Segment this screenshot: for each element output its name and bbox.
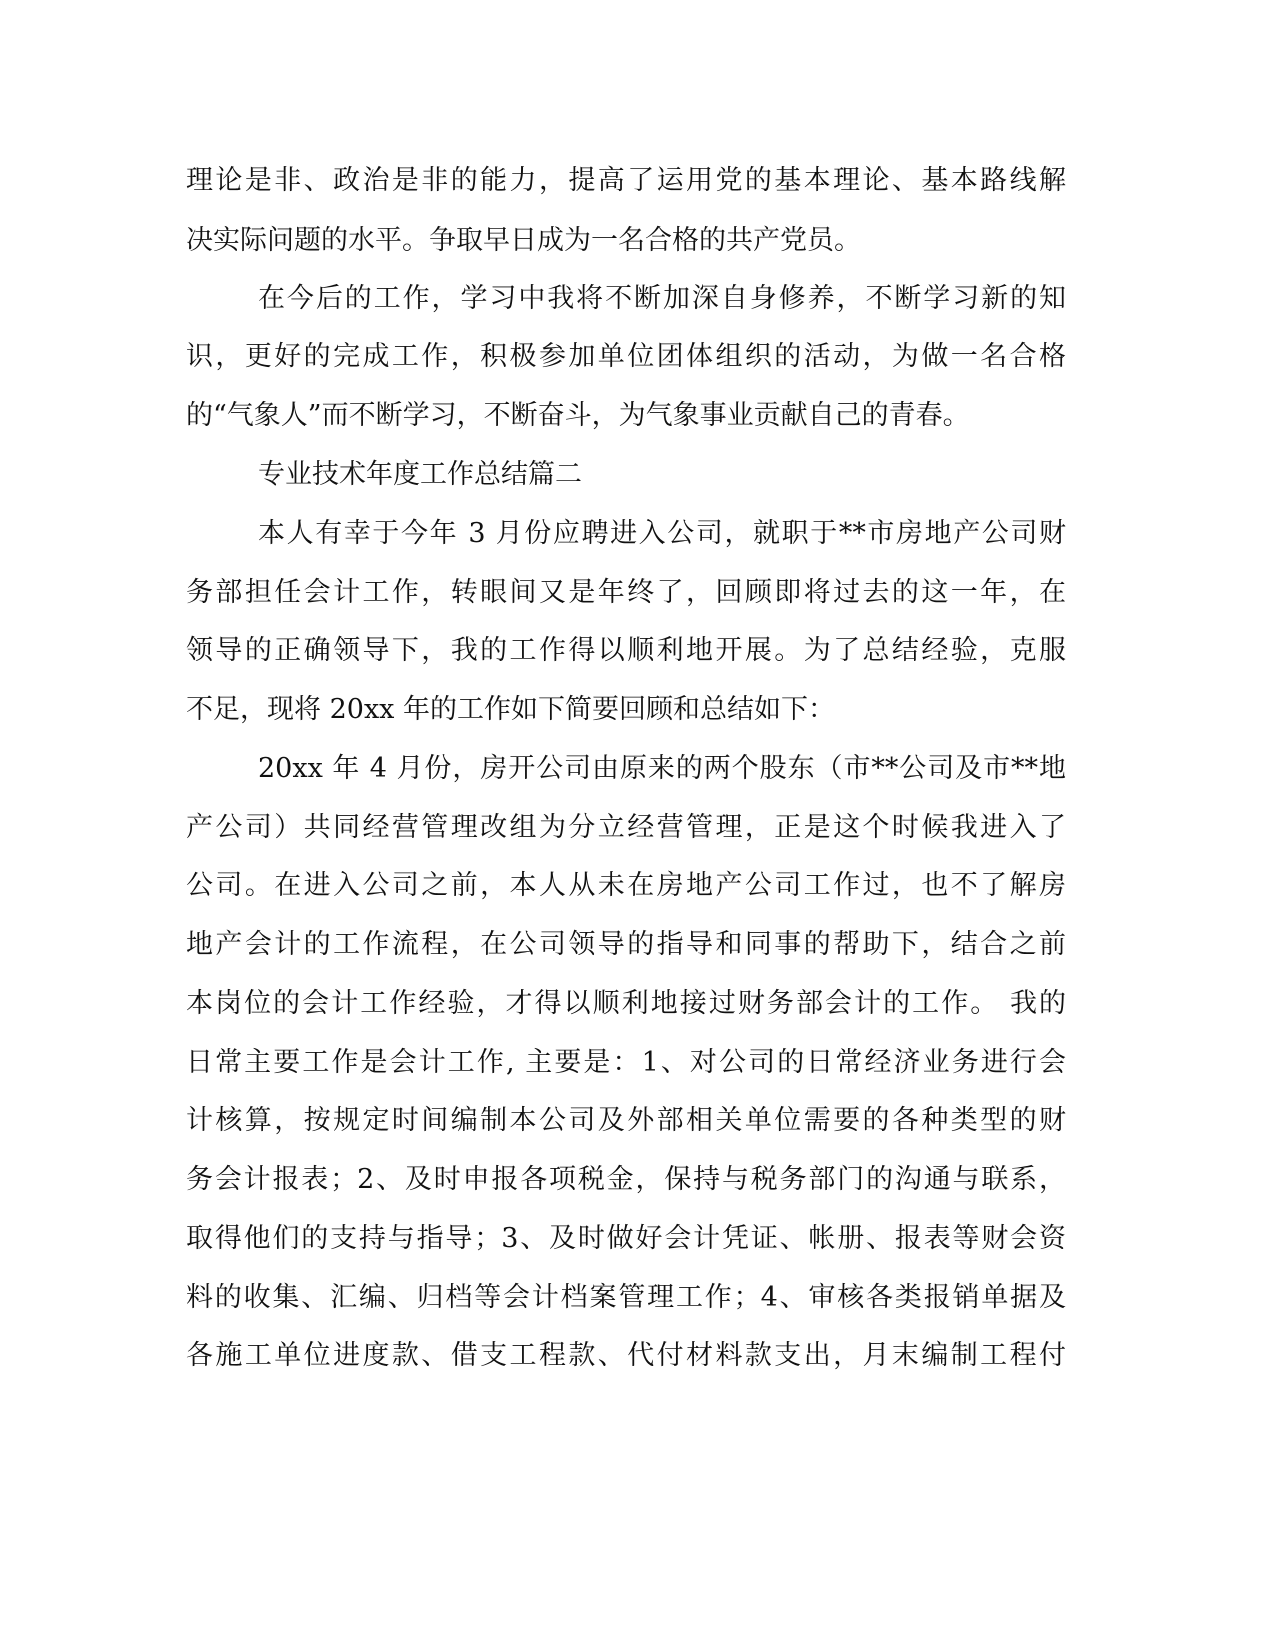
paragraph-line: 公司。在进入公司之前，本人从未在房地产公司工作过，也不了解房 bbox=[186, 870, 1066, 901]
paragraph-line: 的“气象人”而不断学习，不断奋斗，为气象事业贡献自己的青春。 bbox=[186, 400, 970, 431]
section-heading: 专业技术年度工作总结篇二 bbox=[258, 459, 582, 490]
paragraph-line: 日常主要工作是会计工作, 主要是：1、对公司的日常经济业务进行会 bbox=[186, 1047, 1066, 1078]
paragraph-line: 地产会计的工作流程，在公司领导的指导和同事的帮助下，结合之前 bbox=[186, 929, 1066, 960]
paragraph-line: 本岗位的会计工作经验，才得以顺利地接过财务部会计的工作。 我的 bbox=[186, 988, 1066, 1019]
paragraph-line: 务部担任会计工作，转眼间又是年终了，回顾即将过去的这一年，在 bbox=[186, 577, 1066, 608]
paragraph-first-line: 20xx 年 4 月份，房开公司由原来的两个股东（市**公司及市**地 bbox=[258, 753, 1066, 784]
paragraph-line: 料的收集、汇编、归档等会计档案管理工作；4、审核各类报销单据及 bbox=[186, 1282, 1066, 1313]
paragraph-line: 取得他们的支持与指导；3、及时做好会计凭证、帐册、报表等财会资 bbox=[186, 1223, 1066, 1254]
paragraph-line: 产公司）共同经营管理改组为分立经营管理，正是这个时候我进入了 bbox=[186, 812, 1066, 843]
paragraph-line: 领导的正确领导下，我的工作得以顺利地开展。为了总结经验，克服 bbox=[186, 635, 1066, 666]
paragraph-line: 识，更好的完成工作，积极参加单位团体组织的活动，为做一名合格 bbox=[186, 341, 1066, 372]
paragraph-line: 计核算，按规定时间编制本公司及外部相关单位需要的各种类型的财 bbox=[186, 1105, 1066, 1136]
paragraph-line: 不足，现将 20xx 年的工作如下简要回顾和总结如下： bbox=[186, 694, 835, 725]
paragraph-first-line: 在今后的工作，学习中我将不断加深自身修养，不断学习新的知 bbox=[258, 283, 1066, 314]
paragraph-first-line: 本人有幸于今年 3 月份应聘进入公司，就职于**市房地产公司财 bbox=[258, 518, 1066, 549]
paragraph-line: 各施工单位进度款、借支工程款、代付材料款支出，月末编制工程付 bbox=[186, 1340, 1066, 1371]
paragraph-line: 决实际问题的水平。争取早日成为一名合格的共产党员。 bbox=[186, 225, 861, 256]
paragraph-line: 理论是非、政治是非的能力，提高了运用党的基本理论、基本路线解 bbox=[186, 165, 1066, 196]
paragraph-line: 务会计报表；2、及时申报各项税金，保持与税务部门的沟通与联系， bbox=[186, 1164, 1066, 1195]
